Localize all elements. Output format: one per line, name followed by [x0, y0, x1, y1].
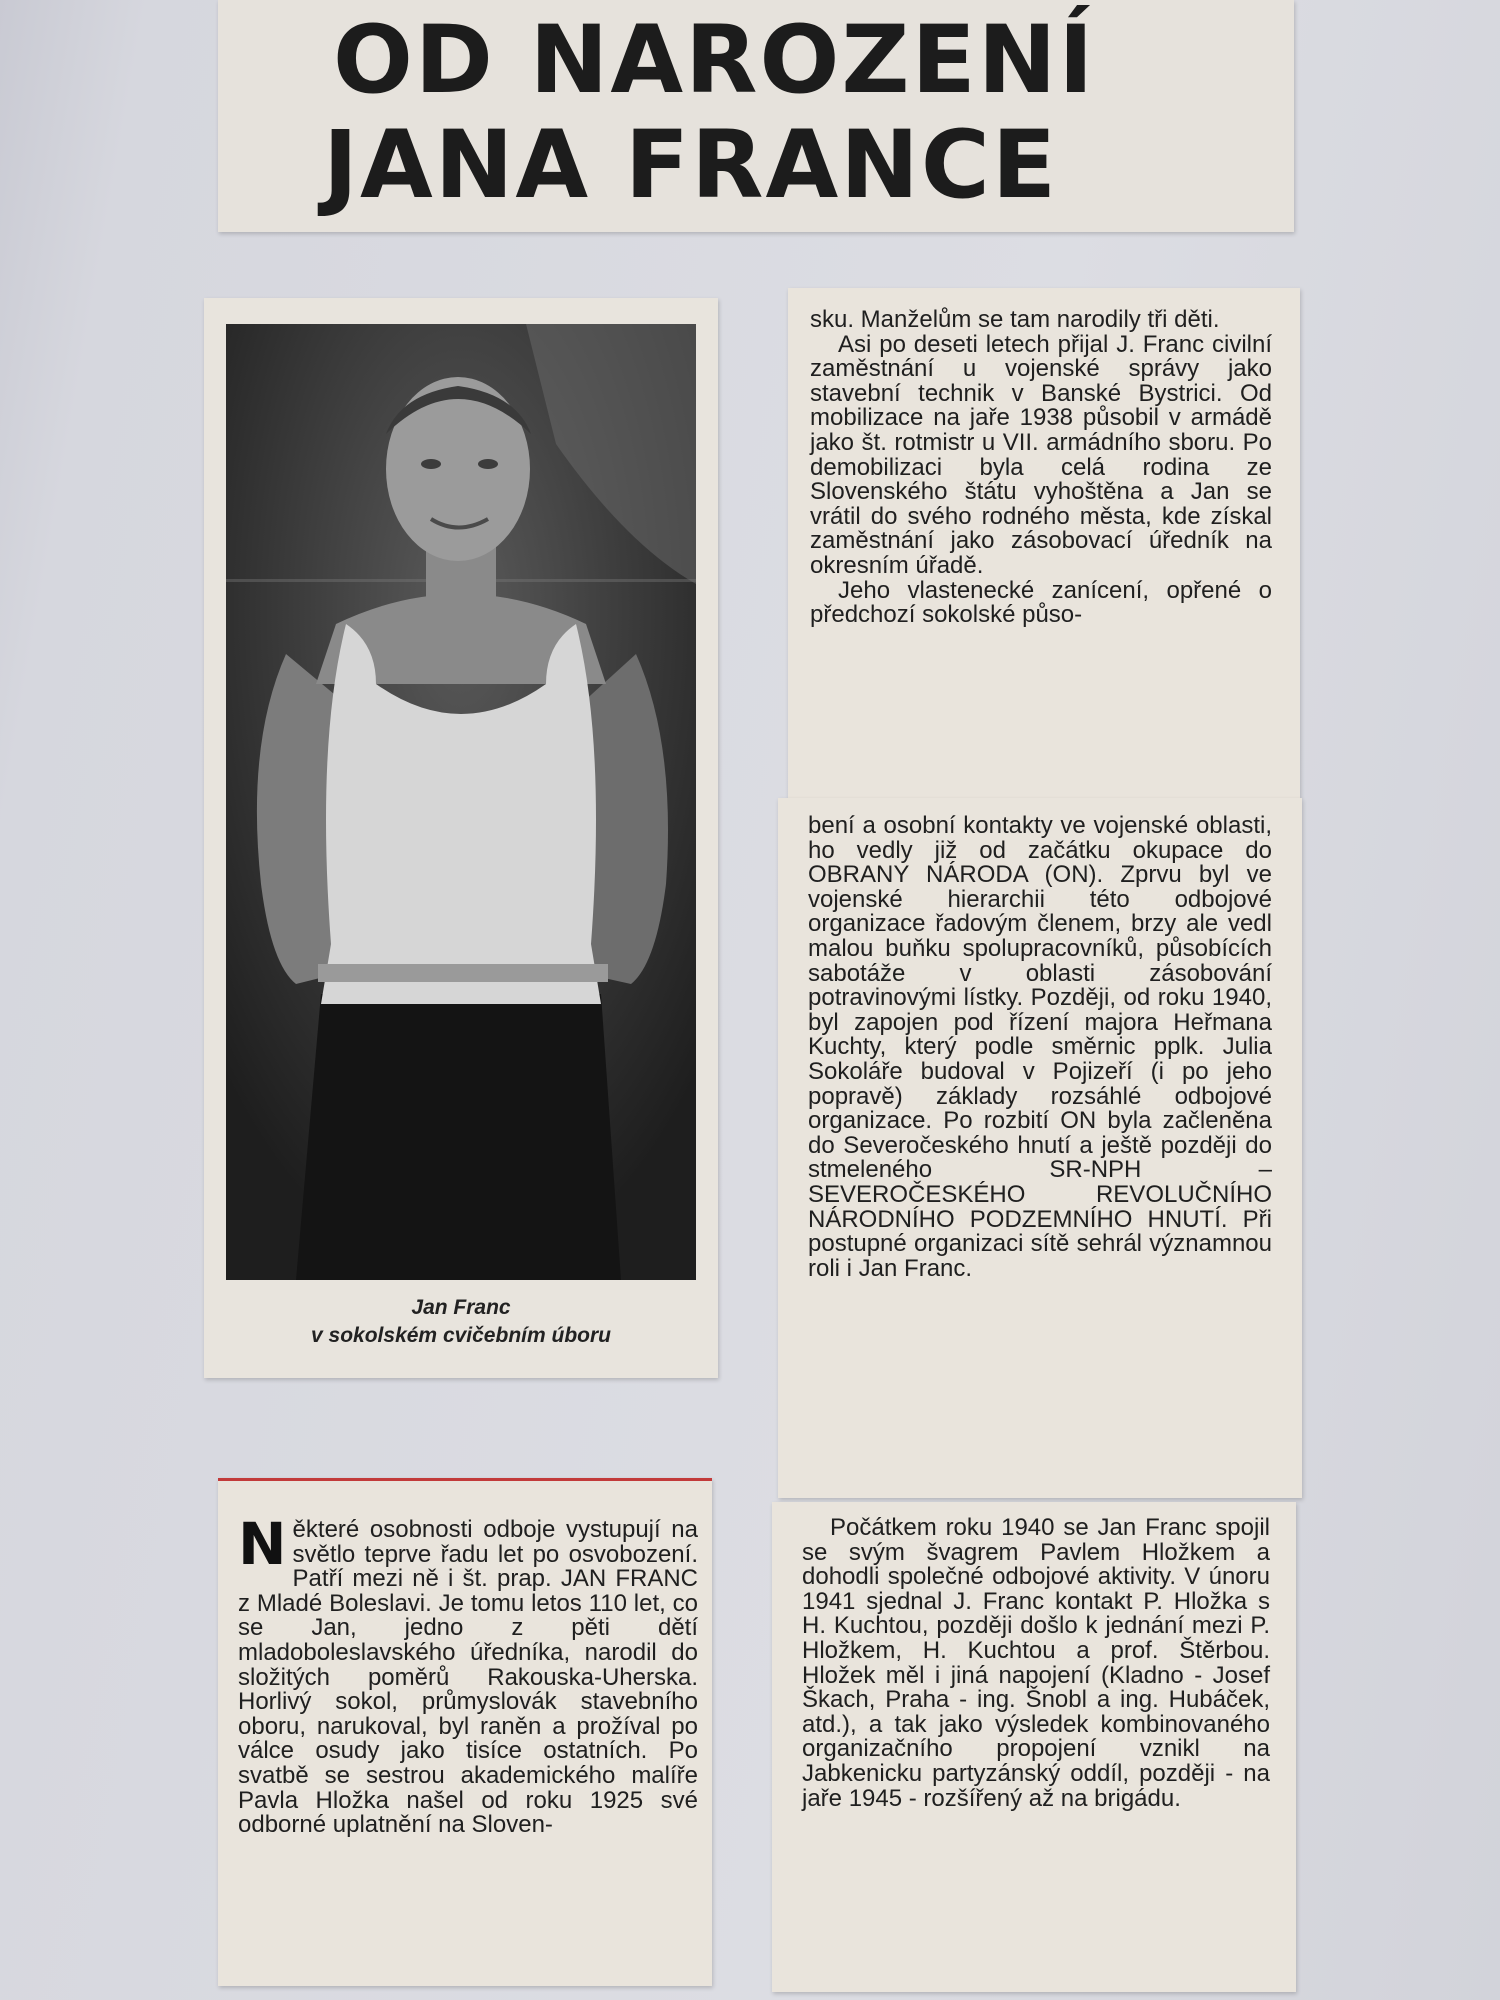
portrait-photo: [226, 324, 696, 1280]
caption-line-2: v sokolském cvičebním úboru: [311, 1324, 611, 1347]
headline: [323, 6, 1096, 220]
red-rule: [218, 1478, 712, 1481]
article-column-1: [788, 288, 1300, 798]
article-paragraph: Počátkem roku 1940 se Jan Franc spojil se svým švagrem Pavlem Hložkem a dohodli společné odbojové aktivity. V únoru 1941 sjednal J. Franc kontakt P. Hložka s H. Kuchtou, později došlo k jednání mezi P. Hložkem, H. Kuchtou a prof. Štěrbou. Hložek měl i jiná napojení (Kladno - Josef Škach, Praha - ing. Šnobl a ing. Hubáček, atd.), a tak jako výsledek kombinovaného organizačního propojení vznikl na Jabkenicku partyzánský oddíl, později - na jaře 1945 - rozšířený až na brigádu.: [802, 1514, 1270, 1812]
article-intro-clipping: [218, 1478, 712, 1986]
headline-line-1: OD NAROZENÍ: [333, 6, 1096, 115]
photo-clipping: [204, 298, 718, 1378]
article-intro: [238, 1510, 698, 1839]
article-paragraph: bení a osobní kontakty ve vojenské oblasti, ho vedly již od začátku okupace do OBRANY NÁRODA (ON). Zprvu byl ve vojenské hierarchii této odbojové organizace řadovým členem, brzy ale vedl malou buňku spolupracovníků, působících sabotáže v oblasti zásobování potravinovými lístky. Později, od roku 1940, byl zapojen pod řízení majora Heřmana Kuchty, který podle směrnic pplk. Julia Sokoláře budoval v Pojizeří (i po jeho popravě) základy rozsáhlé odbojové organizace. Po rozbití ON byla začleněna do Severočeského hnutí a ještě později do stmeleného SR-NPH – SEVEROČESKÉHO REVOLUČNÍHO NÁRODNÍHO PODZEMNÍHO HNUTÍ. Při postupné organizaci sítě sehrál významnou roli i Jan Franc.: [808, 812, 1272, 1282]
article-paragraph: Asi po deseti letech přijal J. Franc civilní zaměstnání u vojenské správy jako stavební technik v Banské Bystrici. Od mobilizace na jaře 1938 působil v armádě jako št. rotmistr u VII. armádního sboru. Po demobilizaci byla celá rodina ze Slovenského štátu vyhoštěna a Jan se vrátil do svého rodného města, kde získal zaměstnání jako zásobovací úředník na okresním úřadě.: [810, 330, 1272, 579]
intro-text: ěkteré osobnosti odboje vystupují na světlo teprve řadu let po osvobození. Patří mezi ně i št. prap. JAN FRANC z Mladé Boleslavi. Je tomu letos 110 let, co se Jan, jedno z pěti dětí mladoboleslavského úředníka, narodil do složitých poměrů Rakouska-Uherska. Horlivý sokol, průmyslovák stavebního oboru, narukoval, byl raněn a prožíval po válce osudy jako tisíce ostatních. Po svatbě se sestrou akademického malíře Pavla Hložka našel od roku 1925 své odborné uplatnění na Sloven-: [238, 1516, 698, 1839]
article-column-3: [772, 1502, 1296, 1992]
article-paragraph: sku. Manželům se tam narodily tři děti.: [810, 306, 1220, 333]
article-paragraph: Jeho vlastenecké zanícení, opřené o předchozí sokolské půso-: [810, 576, 1272, 629]
headline-clipping: [218, 0, 1294, 232]
portrait-illustration: [226, 324, 696, 1280]
article-column-2: [778, 798, 1302, 1498]
photo-caption: [204, 1294, 718, 1350]
headline-line-2: JANA FRANCE: [323, 111, 1059, 220]
caption-line-1: Jan Franc: [411, 1296, 511, 1319]
drop-cap: N: [238, 1510, 287, 1578]
